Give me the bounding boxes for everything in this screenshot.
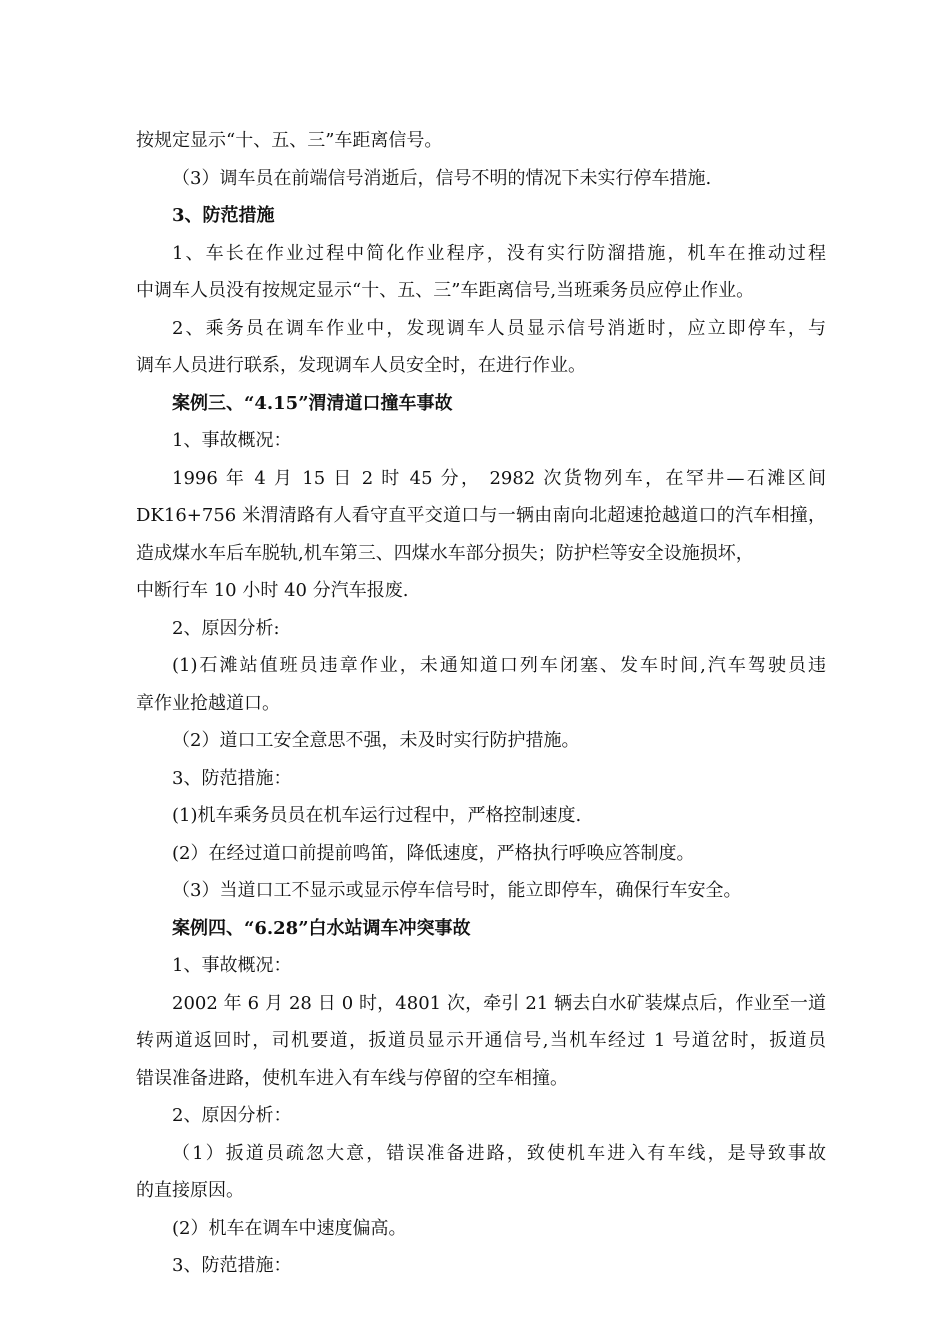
- document-body: [136, 122, 826, 1285]
- text-line: （3）调车员在前端信号消逝后，信号不明的情况下未实行停车措施.: [172, 167, 712, 189]
- text-line: 调车人员进行联系，发现调车人员安全时，在进行作业。: [136, 355, 586, 376]
- text-line: 章作业抢越道口。: [136, 692, 280, 714]
- text-line: 中调车人员没有按规定显示“十、五、三”车距离信号,当班乘务员应停止作业。: [136, 280, 755, 301]
- text-line: 1996 年 4 月 15 日 2 时 45 分， 2982 次货物列车，在罕井—石滩区间: [172, 467, 826, 489]
- text-line: (1)机车乘务员员在机车运行过程中，严格控制速度.: [172, 805, 582, 826]
- text-line: 转两道返回时，司机要道，扳道员显示开通信号,当机车经过 1 号道岔时，扳道员: [136, 1030, 826, 1051]
- text-line: (2）机车在调车中速度偏高。: [172, 1217, 407, 1239]
- section-heading: 3、防范措施: [172, 205, 275, 226]
- text-line: (2）在经过道口前提前鸣笛，降低速度，严格执行呼唤应答制度。: [172, 842, 695, 864]
- text-line: （3）当道口工不显示或显示停车信号时，能立即停车，确保行车安全。: [172, 880, 742, 901]
- text-line: 2、原因分析：: [172, 1105, 292, 1126]
- text-line: 3、防范措施：: [172, 1255, 292, 1276]
- text-line: （2）道口工安全意思不强，未及时实行防护措施。: [172, 730, 580, 751]
- text-line: (1)石滩站值班员违章作业，未通知道口列车闭塞、发车时间,汽车驾驶员违: [172, 655, 826, 676]
- text-line: 按规定显示“十、五、三”车距离信号。: [136, 130, 443, 151]
- text-line: DK16+756 米渭清路有人看守直平交道口与一辆由南向北超速抢越道口的汽车相撞，: [136, 505, 826, 526]
- text-line: （1）扳道员疏忽大意，错误准备进路，致使机车进入有车线，是导致事故: [172, 1142, 826, 1164]
- text-line: 造成煤水车后车脱轨,机车第三、四煤水车部分损失；防护栏等安全设施损坏，: [136, 542, 754, 564]
- text-line: 1、事故概况：: [172, 955, 292, 976]
- text-line: 1、车长在作业过程中简化作业程序，没有实行防溜措施，机车在推动过程: [172, 242, 826, 264]
- text-line: 2、原因分析:: [172, 617, 280, 639]
- text-line: 2002 年 6 月 28 日 0 时，4801 次，牵引 21 辆去白水矿装煤点后，作业至一道: [172, 992, 826, 1014]
- text-line: 中断行车 10 小时 40 分汽车报废.: [136, 580, 409, 601]
- text-line: 2、乘务员在调车作业中，发现调车人员显示信号消逝时，应立即停车，与: [172, 317, 826, 339]
- case-heading: 案例四、“6.28”白水站调车冲突事故: [172, 917, 471, 939]
- text-line: 1、事故概况：: [172, 430, 292, 451]
- text-line: 错误准备进路，使机车进入有车线与停留的空车相撞。: [136, 1067, 568, 1089]
- case-heading: 案例三、“4.15”渭清道口撞车事故: [172, 392, 453, 414]
- text-line: 的直接原因。: [136, 1180, 244, 1201]
- text-line: 3、防范措施：: [172, 767, 292, 789]
